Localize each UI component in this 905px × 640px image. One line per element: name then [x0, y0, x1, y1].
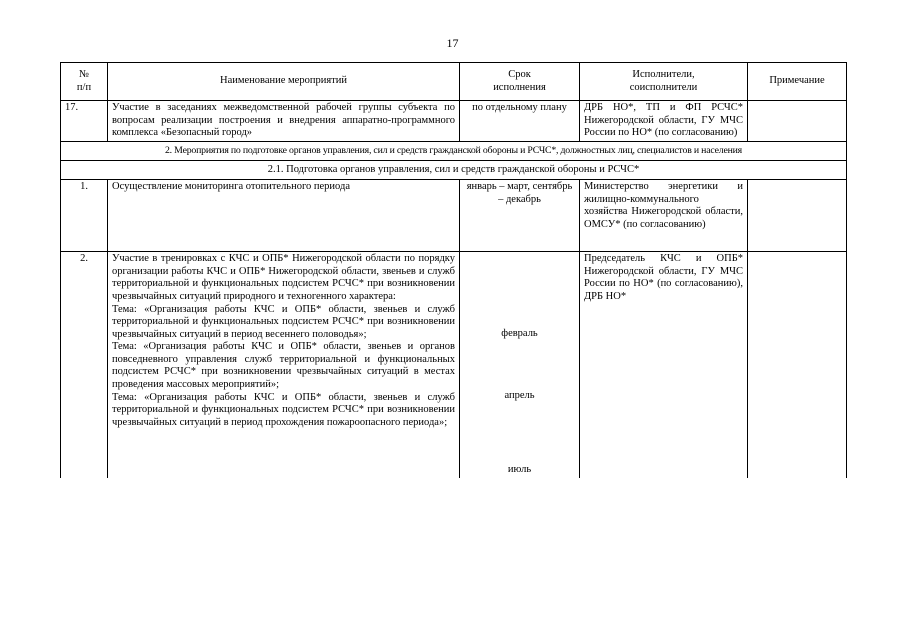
header-deadline: Срок исполнения [460, 63, 580, 101]
subsection-title: 2.1. Подготовка органов управления, сил и средств гражданской обороны и РСЧС* [61, 160, 847, 180]
header-executors: Исполнители, соисполнители [580, 63, 748, 101]
row-intro-text: Участие в тренировках с КЧС и ОПБ* Нижегородской области по порядку организации работы КЧС и ОПБ* Нижегородской области, звеньев и служб территориальной и функциональных подсистем РСЧС* при возникновении чрезвычайных ситуаций природного и техногенного характера: [112, 253, 455, 302]
row-name: Осуществление мониторинга отопительного периода [108, 180, 460, 252]
row-executors: ДРБ НО*, ТП и ФП РСЧС* Нижегородской области, ГУ МЧС России по НО* (по согласованию) [580, 101, 748, 142]
row-num: 1. [61, 180, 108, 252]
row-topic-2: Тема: «Организация работы КЧС и ОПБ* области, звеньев и органов повседневного управления служб территориальной и функциональных подсистем РСЧС* при возникновении чрезвычайных ситуаций в местах проведения массовых мероприятий»; [112, 341, 455, 391]
row-note [748, 252, 847, 478]
row-note [748, 101, 847, 142]
table-header-row [61, 63, 847, 101]
page-number: 17 [446, 36, 459, 50]
deadline-month-1: февраль [501, 328, 538, 340]
header-num: № п/п [61, 63, 108, 101]
row-executors: Министерство энергетики и жилищно-коммунального хозяйства Нижегородской области, ОМСУ* (по согласованию) [580, 180, 748, 252]
events-table [60, 62, 847, 478]
row-topic-3: Тема: «Организация работы КЧС и ОПБ* области, звеньев и служб территориальной и функциональных подсистем РСЧС* при возникновении чрезвычайных ситуаций в период прохождения пожароопасного периода»; [112, 391, 455, 428]
row-topic-1: Тема: «Организация работы КЧС и ОПБ* области, звеньев и служб территориальной и функциональных подсистем РСЧС* при возникновении чрезвычайных ситуаций в период весеннего половодья»; [112, 303, 455, 340]
row-note [748, 180, 847, 252]
row-deadline [460, 252, 580, 478]
table-row [61, 180, 847, 252]
row-num: 2. [61, 252, 108, 478]
row-executors: Председатель КЧС и ОПБ* Нижегородской области, ГУ МЧС России по НО* (по согласованию), ДРБ НО* [580, 252, 748, 478]
row-deadline: по отдельному плану [460, 101, 580, 142]
subsection-row [61, 160, 847, 180]
section-title: 2. Мероприятия по подготовке органов управления, сил и средств гражданской обороны и РСЧС*, должностных лиц, специалистов и населения [61, 141, 847, 160]
row-deadline: январь – март, сентябрь – декабрь [460, 180, 580, 252]
row-name: Участие в заседаниях межведомственной рабочей группы субъекта по вопросам реализации построения и внедрения аппаратно-программного комплекса «Безопасный город» [108, 101, 460, 142]
deadline-month-3: июль [507, 464, 532, 476]
deadline-month-2: апрель [504, 389, 535, 401]
section-row [61, 141, 847, 160]
table-row [61, 101, 847, 142]
row-num: 17. [61, 101, 108, 142]
header-name: Наименование мероприятий [108, 63, 460, 101]
row-name [108, 252, 460, 478]
table-row [61, 252, 847, 478]
header-note: Примечание [748, 63, 847, 101]
